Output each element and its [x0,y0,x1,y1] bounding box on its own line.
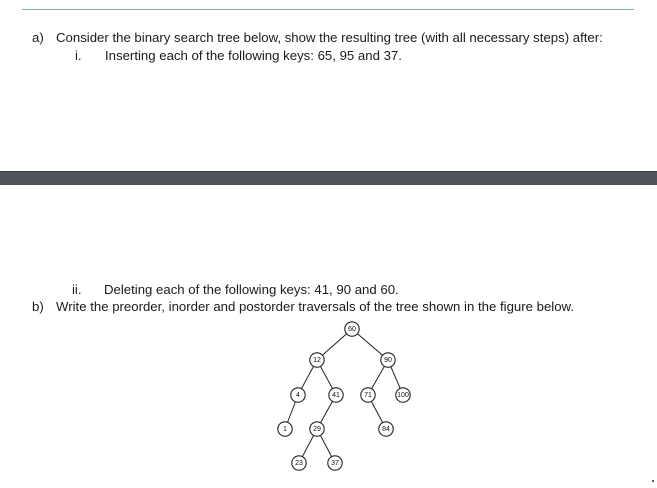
tree-node-29 [310,422,324,436]
question-a-line [32,30,603,46]
tree-node-100 [396,388,410,402]
binary-search-tree-figure [270,318,430,478]
tree-node-37 [328,456,342,470]
tree-node-label: 41 [332,391,340,399]
stray-dot [652,480,654,482]
question-a-ii-text: Deleting each of the following keys: 41, 90 and 60. [104,282,399,297]
tree-node-23 [292,456,306,470]
page-divider [0,171,657,185]
tree-node-label: 100 [397,391,409,399]
question-a-ii-line [72,282,399,298]
question-a-i-text: Inserting each of the following keys: 65, 95 and 37. [105,48,402,63]
tree-node-90 [381,353,395,367]
question-a-i-marker: i. [75,48,82,63]
question-a-text: Consider the binary search tree below, show the resulting tree (with all necessary steps) after: [56,30,603,45]
tree-node-label: 60 [348,325,356,333]
tree-node-60 [345,322,359,336]
tree-node-label: 71 [364,391,372,399]
tree-node-label: 29 [313,425,321,433]
tree-node-84 [379,422,393,436]
question-b-text: Write the preorder, inorder and postorder traversals of the tree shown in the figure below. [56,299,575,314]
tree-node-41 [329,388,343,402]
tree-nodes [278,322,410,470]
tree-node-71 [361,388,375,402]
question-a-ii-marker: ii. [72,282,82,297]
question-a-marker: a) [32,30,44,45]
question-a-i-line [75,48,402,64]
tree-node-4 [291,388,305,402]
tree-node-label: 37 [331,459,339,467]
tree-node-label: 23 [295,459,303,467]
tree-node-label: 84 [382,425,390,433]
tree-node-12 [310,353,324,367]
tree-node-1 [278,422,292,436]
question-b-marker: b) [32,299,44,314]
question-b-line [32,299,574,315]
tree-node-label: 1 [283,425,287,433]
tree-node-label: 90 [384,356,392,364]
top-rule [22,9,634,10]
tree-node-label: 12 [313,356,321,364]
tree-node-label: 4 [296,391,300,399]
